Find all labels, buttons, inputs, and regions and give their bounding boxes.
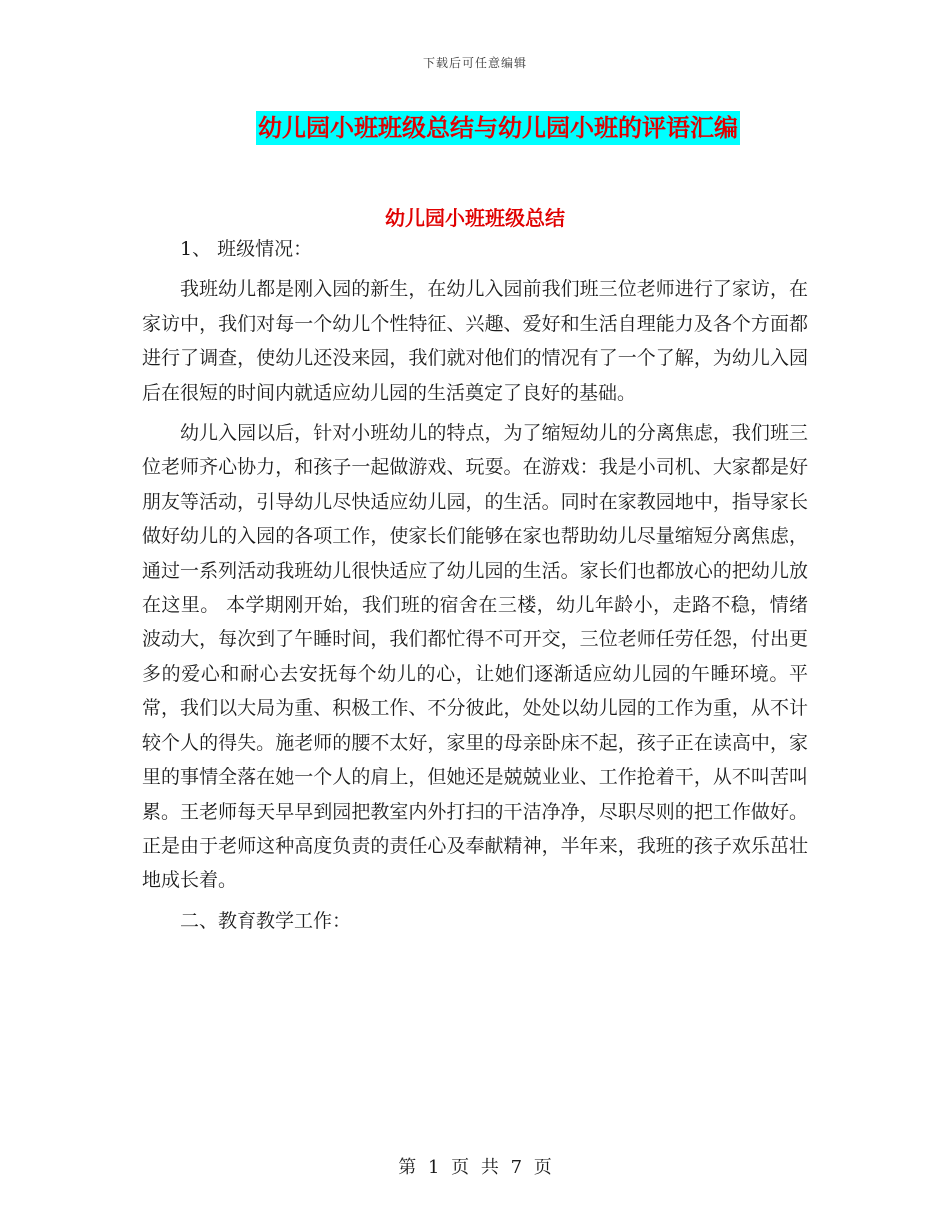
document-body (142, 232, 808, 938)
document-title: 幼儿园小班班级总结与幼儿园小班的评语汇编 (256, 111, 740, 145)
section-title: 幼儿园小班班级总结 (385, 206, 565, 230)
paragraph-1: 我班幼儿都是刚入园的新生，在幼儿入园前我们班三位老师进行了家访，在家访中，我们对每一个幼儿个性特征、兴趣、爱好和生活自理能力及各个方面都进行了调查，使幼儿还没来园，我们就对他们的情况有了一个了解，为幼儿入园后在很短的时间内就适应幼儿园的生活奠定了良好的基础。 (142, 278, 808, 404)
document-title-container (0, 111, 950, 145)
subsection-heading-teaching-work: 二、教育教学工作： (180, 909, 352, 932)
paragraph-2: 幼儿入园以后，针对小班幼儿的特点，为了缩短幼儿的分离焦虑，我们班三位老师齐心协力，和孩子一起做游戏、玩耍。在游戏：我是小司机、大家都是好朋友等活动，引导幼儿尽快适应幼儿园，的生活。同时在家教园地中，指导家长做好幼儿的入园的各项工作，使家长们能够在家也帮助幼儿尽量缩短分离焦虑，通过一系列活动我班幼儿很快适应了幼儿园的生活。家长们也都放心的把幼儿放在这里。 本学期刚开始，我们班的宿舍在三楼，幼儿年龄小，走路不稳，情绪波动大，每次到了午睡时间，我们都忙得不可开交，三位老师任劳任怨，付出更多的爱心和耐心去安抚每个幼儿的心，让她们逐渐适应幼儿园的午睡环境。平常，我们以大局为重、积极工作、不分彼此，处处以幼儿园的工作为重，从不计较个人的得失。施老师的腰不太好，家里的母亲卧床不起，孩子正在读高中，家里的事情全落在她一个人的肩上，但她还是兢兢业业、工作抢着干，从不叫苦叫累。王老师每天早早到园把教室内外打扫的干洁净净，尽职尽则的把工作做好。正是由于老师这种高度负责的责任心及奉献精神，半年来，我班的孩子欢乐茁壮地成长着。 (142, 422, 808, 892)
header-note: 下载后可任意编辑 (422, 56, 527, 70)
subsection-heading-class-situation: 1、 班级情况： (180, 238, 313, 260)
page-footer: 第 1 页 共 7 页 (398, 1157, 552, 1178)
